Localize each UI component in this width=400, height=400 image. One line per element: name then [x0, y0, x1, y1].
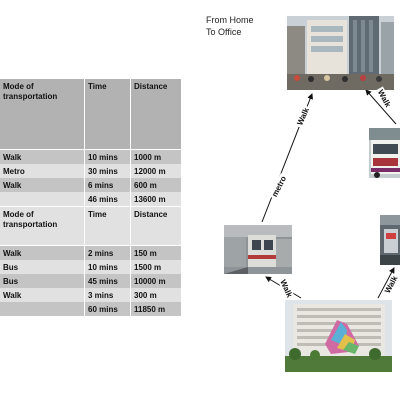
cell-distance: 1000 m: [134, 153, 162, 162]
cell-distance: 1500 m: [134, 263, 162, 272]
total-distance: 13600 m: [134, 195, 166, 204]
cell-distance: 600 m: [134, 181, 157, 190]
cell-time: 45 mins: [85, 274, 131, 288]
cell-distance: 150 m: [134, 249, 157, 258]
cell-time: 6 mins: [85, 178, 131, 192]
header-distance: Distance: [134, 82, 168, 91]
cell-distance: 300 m: [134, 291, 157, 300]
route-label-walk-home-right: Walk: [382, 274, 400, 295]
cell-mode: Metro: [0, 164, 85, 178]
cell-mode: Bus: [0, 260, 85, 274]
cell-time: 3 mins: [85, 288, 131, 302]
route-label-walk-office-left: Walk: [295, 106, 312, 127]
route-label-walk-home-left: Walk: [278, 278, 295, 299]
cell-distance: 12000 m: [134, 167, 166, 176]
cell-time: 10 mins: [85, 260, 131, 274]
header-mode: Mode of transportation: [0, 79, 85, 149]
bus-photo: [369, 128, 400, 178]
total-distance: 11850 m: [134, 305, 166, 314]
header-distance: Distance: [134, 210, 168, 219]
total-time: 46 mins: [85, 192, 131, 206]
cell-mode: Walk: [0, 246, 85, 260]
cell-time: 2 mins: [85, 246, 131, 260]
route-label-walk-office-right: Walk: [375, 88, 393, 109]
total-time: 60 mins: [85, 302, 131, 316]
header-mode: Mode of transportation: [0, 207, 85, 245]
cell-time: 30 mins: [85, 164, 131, 178]
cell-mode: Walk: [0, 150, 85, 164]
cell-distance: 10000 m: [134, 277, 166, 286]
cell-time: 10 mins: [85, 150, 131, 164]
metro-photo: [224, 225, 292, 274]
cell-mode: Walk: [0, 288, 85, 302]
title-line-2: To Office: [206, 27, 242, 37]
office-photo: [287, 16, 394, 90]
title-line-1: From Home: [206, 15, 254, 25]
home-photo: [285, 300, 392, 372]
header-time: Time: [85, 79, 131, 149]
route-label-metro: metro: [270, 174, 289, 199]
bus-stop-photo: [380, 215, 400, 265]
header-time: Time: [85, 207, 131, 245]
cell-mode: Bus: [0, 274, 85, 288]
cell-mode: Walk: [0, 178, 85, 192]
